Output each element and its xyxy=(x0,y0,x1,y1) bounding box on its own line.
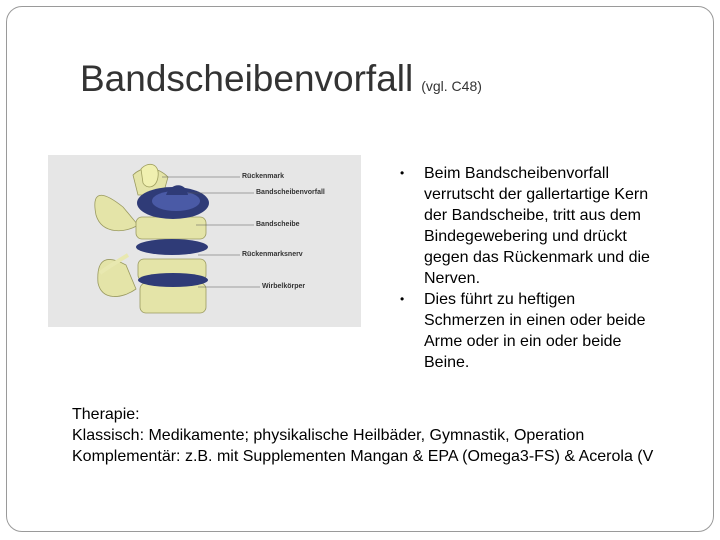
label-wirbelkoerper: Wirbelkörper xyxy=(262,283,306,290)
bullet-marker: • xyxy=(400,292,405,306)
spine-drawing xyxy=(48,155,361,327)
spinal-cord xyxy=(141,164,158,187)
vertebra-process-upper xyxy=(95,195,138,230)
spine-illustration xyxy=(48,155,361,327)
title-main: Bandscheibenvorfall xyxy=(80,58,414,99)
label-rueckenmark: Rückenmark xyxy=(242,173,285,180)
bullet-item xyxy=(400,163,650,289)
vertebra-process-lower xyxy=(98,259,136,296)
bullet-item xyxy=(400,289,650,373)
bullet-text: Beim Bandscheibenvorfall verrutscht der gallertartige Kern der Bandscheibe, tritt aus dem Bindegewebering und drückt gegen das Rückenmark und die Nerven. xyxy=(424,165,650,287)
intervertebral-disc-2 xyxy=(138,273,208,287)
therapy-classic: Klassisch: Medikamente; physikalische Heilbäder, Gymnastik, Operation xyxy=(72,427,585,444)
label-bandscheibenvorfall: Bandscheibenvorfall xyxy=(256,189,325,196)
vertebral-body-1 xyxy=(136,217,206,239)
herniation-bulge xyxy=(166,185,188,195)
intervertebral-disc-1 xyxy=(136,239,208,255)
bullet-marker: • xyxy=(400,166,405,180)
slide-title xyxy=(80,58,482,100)
bullet-list xyxy=(400,163,650,373)
therapy-heading: Therapie: xyxy=(72,406,140,423)
vertebral-body-3 xyxy=(140,283,206,313)
label-bandscheibe: Bandscheibe xyxy=(256,221,300,228)
title-reference: (vgl. C48) xyxy=(421,78,482,94)
therapy-complementary: Komplementär: z.B. mit Supplementen Mangan & EPA (Omega3-FS) & Acerola (V xyxy=(72,448,654,465)
bullet-text: Dies führt zu heftigen Schmerzen in einen oder beide Arme oder in ein oder beide Beine. xyxy=(424,291,646,371)
label-rueckenmarksnerv: Rückenmarksnerv xyxy=(242,251,303,258)
therapy-section xyxy=(72,404,720,467)
